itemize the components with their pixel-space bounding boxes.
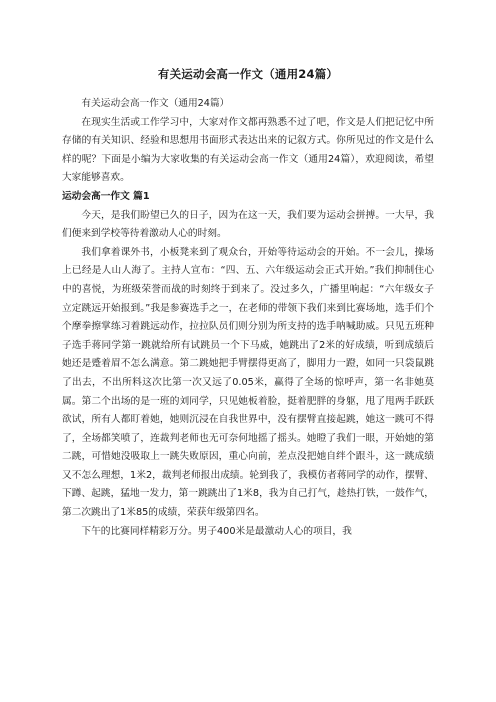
body-paragraph: 我们拿着课外书，小板凳来到了观众台，开始等待运动会的开始。不一会儿，操场上已经是人山人海了。主持人宣布：“四、五、六年级运动会正式开始。”我们抑制住心中的喜悦，为班级荣誉而战的时刻终于到来了。没过多久，广播里响起：“六年级女子立定跳远开始报到。”我是参赛选手之一，在老师的带领下我们来到比赛场地，选手们个个摩拳擦掌练习着跳远动作，拉拉队员们则分别为所支持的选手呐喊助威。只见五班种子选手蒋同学第一跳就给所有试跳员一个下马威，她跳出了2米的好成绩，听到成绩后她还是蹙着眉不怎么满意。第二跳她把手臂摆得更高了，脚用力一蹬，如同一只袋鼠跳了出去，不出所料这次比第一次又远了0.05米，赢得了全场的惊呼声，第一名非她莫属。第二个出场的是一班的刘同学，只见她板着脸，挺着肥胖的身躯，甩了甩两手跃跃欲试，所有人都盯着她，她则沉浸在自我世界中，没有摆臂直接起跳，她这一跳可不得了，全场都笑喷了，连裁判老师也无可奈何地摇了摇头。她瞪了我们一眼，开始她的第二跳，可惜她没吸取上一跳失败原因，重心向前，差点没把她自绊个跟斗，这一跳成绩又不怎么理想，1米2，裁判老师报出成绩。轮到我了，我模仿者蒋同学的动作，摆臂、下蹲、起跳，猛地一发力，第一跳跳出了1米8，我为自己打气，趁热打铁，一鼓作气，第二次跳出了1米85的成绩，荣获年级第四名。 [62, 246, 434, 519]
document-body [62, 95, 434, 541]
intro-paragraph: 在现实生活或工作学习中，大家对作文都再熟悉不过了吧，作文是人们把记忆中所存储的有关知识、经验和思想用书面形式表达出来的记叙方式。你所见过的作文是什么样的呢？下面是小编为大家收集的有关运动会高一作文（通用24篇），欢迎阅读，希望大家能够喜欢。 [62, 116, 434, 184]
document-title: 有关运动会高一作文（通用24篇） [157, 67, 339, 81]
section-heading: 运动会高一作文 篇1 [62, 190, 150, 202]
body-paragraph: 下午的比赛同样精彩万分。男子400米是最激动人心的项目，我 [81, 525, 352, 537]
subtitle-paragraph: 有关运动会高一作文（通用24篇） [81, 98, 230, 109]
body-paragraph: 今天，是我们盼望已久的日子，因为在这一天，我们要为运动会拼搏。一大早，我们便来到学校等待着激动人心的时刻。 [62, 209, 434, 240]
